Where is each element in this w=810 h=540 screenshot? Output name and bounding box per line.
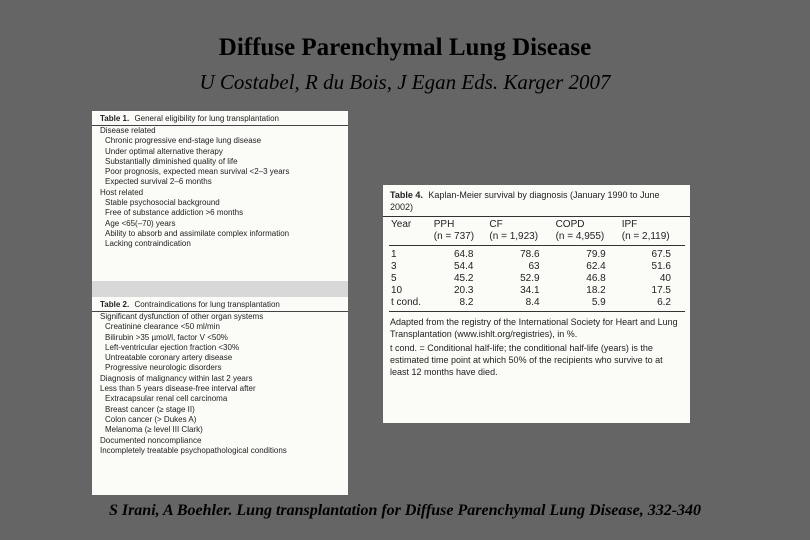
table1-row: Substantially diminished quality of life: [105, 156, 238, 166]
survival-year-cell: t cond.: [389, 297, 432, 312]
table1-row: Host related: [100, 187, 144, 197]
table4-note-conditional: t cond. = Conditional half-life; the conditional half-life (years) is the estimated time point at which 50% of the recipients who survive to at least 12 months have died.: [390, 343, 663, 377]
table2-label: Table 2.: [100, 300, 130, 309]
table1-row: Lacking contraindication: [105, 239, 191, 249]
survival-col-n: (n = 1,923): [489, 231, 539, 242]
survival-col-name: IPF: [621, 219, 638, 230]
table1-row: Disease related: [100, 126, 156, 135]
table2-row: Breast cancer (≥ stage II): [105, 404, 195, 414]
survival-value-cell: 40: [659, 273, 671, 284]
table2-row: Untreatable coronary artery disease: [105, 353, 233, 363]
table2-row: Melanoma (≥ level III Clark): [105, 425, 203, 435]
table1-scan: [92, 111, 348, 281]
table2-row: Colon cancer (> Dukes A): [105, 414, 197, 424]
table4-note-source: Adapted from the registry of the International Society for Heart and Lung Transplantation (www.ishlt.org/registries), in %.: [390, 317, 678, 339]
survival-value-cell: 62.4: [586, 261, 606, 272]
survival-year-cell: 10: [391, 285, 403, 296]
survival-value-cell: 54.4: [453, 261, 474, 272]
survival-col-name: COPD: [555, 219, 585, 230]
survival-col-n: (n = 737): [433, 231, 475, 242]
survival-value-cell: 8.2: [432, 297, 488, 312]
survival-table: [389, 217, 685, 312]
survival-year-cell: 1: [391, 249, 397, 260]
survival-value-cell: 79.9: [586, 249, 606, 260]
table2-row: Incompletely treatable psychopathological conditions: [100, 445, 287, 455]
table1-row: Poor prognosis, expected mean survival <2–3 years: [105, 167, 290, 177]
table1-row: Chronic progressive end-stage lung disease: [105, 136, 262, 146]
table4-label: Table 4.: [390, 190, 423, 200]
table2-row: Left-ventricular ejection fraction <30%: [105, 342, 240, 352]
survival-value-cell: 17.5: [651, 285, 671, 296]
table2-row: Bilirubin >35 µmol/l, factor V <50%: [105, 332, 228, 342]
survival-value-cell: 52.9: [520, 273, 540, 284]
survival-value-cell: 18.2: [586, 285, 606, 296]
survival-col-n: (n = 4,955): [555, 231, 605, 242]
survival-row: [389, 273, 685, 285]
table2-row: Documented noncompliance: [100, 435, 202, 445]
table1-row: Expected survival 2–6 months: [105, 177, 212, 187]
table4-scan: [383, 185, 690, 423]
table2-caption-text: Contraindications for lung transplantation: [134, 300, 280, 309]
scan-gap: [92, 281, 348, 297]
survival-col-header: [620, 217, 685, 246]
survival-value-cell: 5.9: [554, 297, 620, 312]
survival-col-name: CF: [489, 219, 503, 230]
survival-col-header: [554, 217, 620, 246]
survival-value-cell: 8.4: [487, 297, 553, 312]
survival-col-name: PPH: [433, 219, 455, 230]
table1-row: Free of substance addiction >6 months: [105, 208, 244, 218]
table1-caption-text: General eligibility for lung transplantation: [134, 114, 279, 123]
survival-col-name: Year: [391, 219, 412, 230]
table2-scan: [92, 297, 348, 495]
table1-row: Under optimal alternative therapy: [105, 146, 223, 156]
survival-value-cell: 34.1: [520, 285, 540, 296]
table1-row: Ability to absorb and assimilate complex information: [105, 228, 290, 238]
table2-row: Significant dysfunction of other organ systems: [100, 312, 264, 321]
survival-row: [389, 297, 685, 312]
survival-value-cell: 78.6: [520, 249, 540, 260]
table1-caption: [92, 111, 348, 126]
survival-value-cell: 45.2: [453, 273, 474, 284]
survival-value-cell: 67.5: [651, 249, 671, 260]
table2-row: Diagnosis of malignancy within last 2 years: [100, 373, 253, 383]
slide-footer-citation: S Irani, A Boehler. Lung transplantation for Diffuse Parenchymal Lung Disease, 332-340: [108, 502, 702, 519]
survival-value-cell: 64.8: [453, 249, 474, 260]
survival-value-cell: 6.2: [620, 297, 685, 312]
survival-year-cell: 5: [391, 273, 397, 284]
survival-table-header: [389, 217, 685, 246]
survival-row: [389, 285, 685, 297]
table1-row: Age <65(–70) years: [105, 218, 176, 228]
table2-row: Progressive neurologic disorders: [105, 363, 222, 373]
survival-row: [389, 246, 685, 262]
table2-caption: [92, 297, 348, 312]
table4-caption-text: Kaplan-Meier survival by diagnosis (January 1990 to June 2002): [390, 190, 660, 212]
table2-row: Creatinine clearance <50 ml/min: [105, 322, 220, 332]
survival-value-cell: 51.6: [651, 261, 671, 272]
survival-value-cell: 20.3: [453, 285, 474, 296]
survival-year-cell: 3: [391, 261, 397, 272]
table2-rows: [92, 312, 348, 456]
survival-table-body: [389, 246, 685, 312]
survival-col-header: [389, 217, 432, 246]
survival-col-header: [432, 217, 488, 246]
survival-col-header: [487, 217, 553, 246]
table1-row: Stable psychosocial background: [105, 198, 220, 208]
table4-caption: [383, 185, 690, 217]
table1-label: Table 1.: [100, 114, 130, 123]
table1-rows: [92, 126, 348, 250]
survival-row: [389, 261, 685, 273]
survival-value-cell: 46.8: [586, 273, 606, 284]
survival-col-n: (n = 2,119): [621, 231, 670, 242]
slide-title: Diffuse Parenchymal Lung Disease: [218, 34, 592, 61]
survival-col-n: [391, 231, 430, 243]
survival-value-cell: 63: [528, 261, 540, 272]
slide-subtitle: U Costabel, R du Bois, J Egan Eds. Karger 2007: [199, 70, 611, 94]
table2-row: Extracapsular renal cell carcinoma: [105, 394, 228, 404]
table2-row: Less than 5 years disease-free interval after: [100, 384, 256, 394]
